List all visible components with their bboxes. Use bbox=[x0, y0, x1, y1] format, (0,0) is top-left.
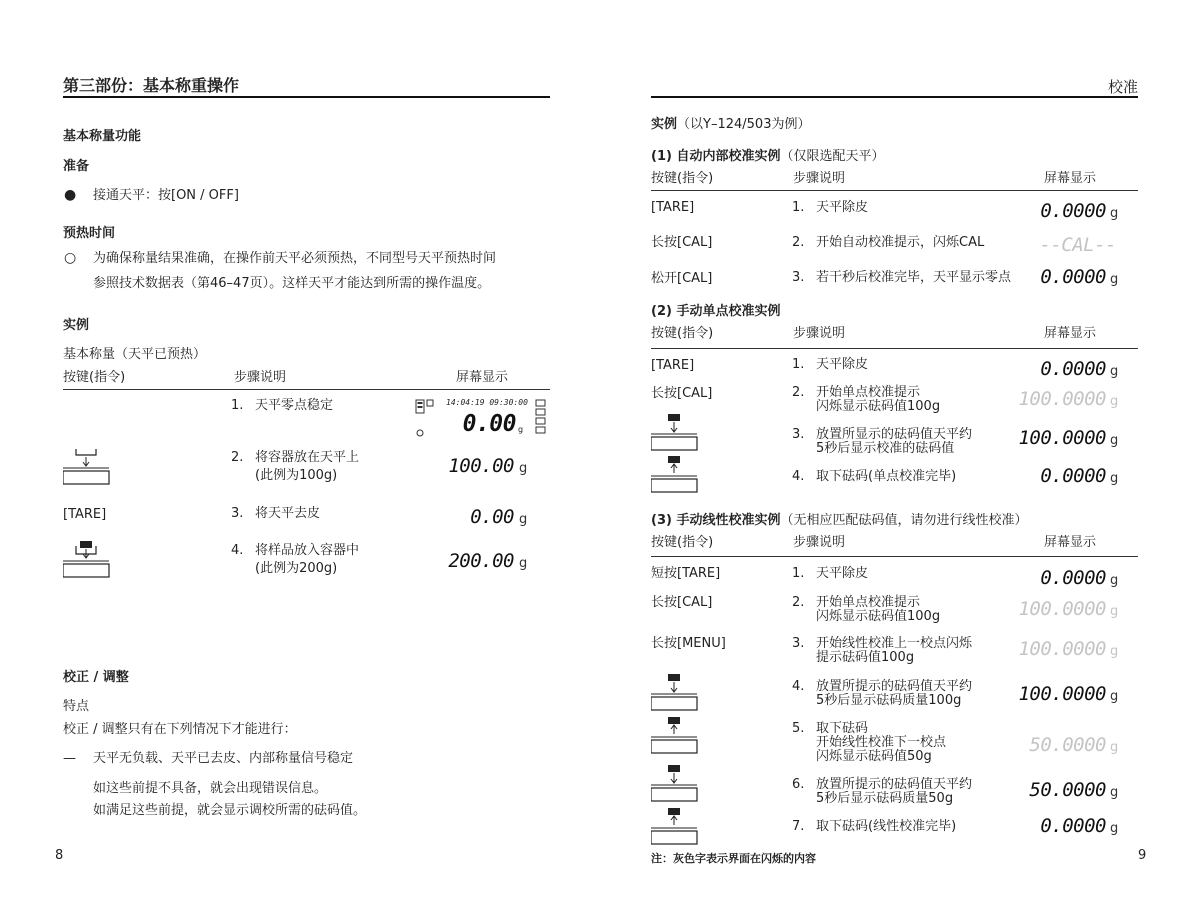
prep-text: 接通天平：按[ON / OFF] bbox=[93, 188, 239, 203]
display-unit: g bbox=[1110, 821, 1119, 836]
step-text: 放置所提示的砝码值天平约 bbox=[816, 777, 973, 792]
step-number: 3. bbox=[231, 506, 244, 521]
right-example-title bbox=[651, 116, 810, 134]
feature-title: 特点 bbox=[63, 699, 90, 714]
step-number: 3. bbox=[792, 636, 805, 651]
col-header-key: 按键(指令) bbox=[651, 326, 714, 341]
col-header-step: 步骤说明 bbox=[793, 326, 846, 341]
col-header-display: 屏幕显示 bbox=[456, 370, 509, 385]
place-weight-icon bbox=[651, 413, 699, 453]
display-value-blinking: 50.0000 bbox=[1029, 734, 1106, 756]
step-text: 取下砝码 bbox=[816, 721, 869, 736]
step-text: 天平除皮 bbox=[816, 566, 869, 581]
display-value: 100.0000 bbox=[1018, 427, 1106, 449]
section-1-note: （仅限选配天平） bbox=[780, 149, 885, 164]
step-number: 6. bbox=[792, 777, 805, 792]
note-line-1: 如这些前提不具备，就会出现错误信息。 bbox=[93, 781, 328, 796]
step-text: 放置所显示的砝码值天平约 bbox=[816, 427, 973, 442]
step-text: 闪烁显示砝码值100g bbox=[816, 399, 941, 414]
section-2-title: (2) 手动单点校准实例 bbox=[651, 304, 781, 319]
step-number: 4. bbox=[231, 543, 244, 558]
display-unit-blinking: g bbox=[1110, 644, 1119, 659]
step-number: 3. bbox=[792, 427, 805, 442]
key-tare: [TARE] bbox=[63, 507, 107, 522]
display-value-blinking: --CAL-- bbox=[1039, 234, 1116, 256]
section-1-heading: (1) 自动内部校准实例 bbox=[651, 149, 781, 164]
sample-in-container-icon bbox=[63, 540, 111, 580]
col-header-display: 屏幕显示 bbox=[1044, 326, 1097, 341]
remove-weight-icon bbox=[651, 807, 699, 847]
step-text: 放置所提示的砝码值天平约 bbox=[816, 679, 973, 694]
key-label: 松开[CAL] bbox=[651, 271, 713, 286]
key-label: 长按[MENU] bbox=[651, 636, 726, 651]
place-weight-icon bbox=[651, 673, 699, 713]
display-value: 0.0000 bbox=[1040, 815, 1106, 837]
step-text: 开始自动校准提示，闪烁CAL bbox=[816, 235, 985, 250]
table-rule bbox=[651, 190, 1138, 191]
display-value: 100.0000 bbox=[1018, 683, 1106, 705]
calibration-title: 校正 / 调整 bbox=[63, 670, 129, 685]
display-unit: g bbox=[1110, 272, 1119, 287]
section-3-heading: (3) 手动线性校准实例 bbox=[651, 513, 781, 528]
display-value: 0.0000 bbox=[1040, 465, 1106, 487]
step-number: 1. bbox=[792, 200, 805, 215]
prep-title: 准备 bbox=[63, 159, 90, 174]
key-label: 短按[TARE] bbox=[651, 566, 721, 581]
example-model: （以Y–124/503为例） bbox=[677, 117, 811, 132]
display-value: 50.0000 bbox=[1029, 779, 1106, 801]
remove-weight-icon bbox=[651, 455, 699, 495]
bullet-icon: ● bbox=[64, 187, 77, 203]
display-value-blinking: 100.0000 bbox=[1018, 598, 1106, 620]
header-rule bbox=[63, 96, 550, 98]
display-value: 200.00 bbox=[448, 550, 514, 572]
step-text: 天平除皮 bbox=[816, 357, 869, 372]
page-number-right: 9 bbox=[1138, 848, 1147, 863]
display-unit-blinking: g bbox=[1110, 740, 1119, 755]
display-value: 0.00 bbox=[470, 506, 514, 528]
display-value: 0.0000 bbox=[1040, 567, 1106, 589]
key-label: 长按[CAL] bbox=[651, 595, 713, 610]
section-3-note: （无相应匹配砝码值，请勿进行线性校准） bbox=[780, 513, 1028, 528]
step-text: 闪烁显示砝码值50g bbox=[816, 749, 932, 764]
col-header-key: 按键(指令) bbox=[651, 171, 714, 186]
step-number: 1. bbox=[792, 566, 805, 581]
step-number: 4. bbox=[792, 679, 805, 694]
step-text: 开始单点校准提示 bbox=[816, 385, 921, 400]
lcd-unit: g bbox=[518, 425, 524, 434]
left-page-header: 第三部份：基本称重操作 bbox=[63, 76, 240, 95]
display-value: 100.00 bbox=[448, 455, 514, 477]
key-label: 长按[CAL] bbox=[651, 235, 713, 250]
step-number: 7. bbox=[792, 819, 805, 834]
col-header-key: 按键(指令) bbox=[63, 370, 126, 385]
step-text: 将样品放入容器中 bbox=[255, 543, 360, 558]
step-number: 2. bbox=[231, 450, 244, 465]
display-unit: g bbox=[1110, 206, 1119, 221]
display-unit: g bbox=[1110, 471, 1119, 486]
display-unit: g bbox=[1110, 433, 1119, 448]
condition-text: 天平无负载、天平已去皮、内部称量信号稳定 bbox=[93, 751, 354, 766]
display-value: 0.0000 bbox=[1040, 266, 1106, 288]
step-text: 闪烁显示砝码值100g bbox=[816, 609, 941, 624]
step-text: 开始单点校准提示 bbox=[816, 595, 921, 610]
step-number: 1. bbox=[231, 398, 244, 413]
footnote: 注：灰色字表示界面在闪烁的内容 bbox=[651, 852, 816, 865]
step-number: 3. bbox=[792, 270, 805, 285]
step-text: 将天平去皮 bbox=[255, 506, 321, 521]
step-number: 2. bbox=[792, 385, 805, 400]
step-number: 5. bbox=[792, 721, 805, 736]
example-subtitle: 基本称量（天平已预热） bbox=[63, 347, 207, 362]
table-rule bbox=[651, 556, 1138, 557]
display-unit: g bbox=[1110, 785, 1119, 800]
step-text: 5秒后显示砝码质量50g bbox=[816, 791, 954, 806]
warmup-title: 预热时间 bbox=[63, 226, 116, 241]
display-unit: g bbox=[519, 512, 528, 527]
step-text: 开始线性校准下一校点 bbox=[816, 735, 947, 750]
warmup-line-1: 为确保称量结果准确，在操作前天平必须预热，不同型号天平预热时间 bbox=[93, 251, 497, 266]
right-page-header: 校准 bbox=[1108, 78, 1139, 96]
place-weight-icon bbox=[651, 764, 699, 804]
step-text: 5秒后显示校准的砝码值 bbox=[816, 441, 955, 456]
step-text: 提示砝码值100g bbox=[816, 650, 915, 665]
step-number: 1. bbox=[792, 357, 805, 372]
display-unit: g bbox=[1110, 573, 1119, 588]
key-label: [TARE] bbox=[651, 200, 695, 215]
display-value-blinking: 100.0000 bbox=[1018, 638, 1106, 660]
step-text: 天平除皮 bbox=[816, 200, 869, 215]
page-number-left: 8 bbox=[55, 848, 64, 863]
container-on-balance-icon bbox=[63, 447, 111, 487]
note-line-2: 如满足这些前提，就会显示调校所需的砝码值。 bbox=[93, 803, 367, 818]
step-number: 2. bbox=[792, 595, 805, 610]
step-text: 将容器放在天平上 bbox=[255, 450, 360, 465]
key-label: [TARE] bbox=[651, 358, 695, 373]
table-rule bbox=[63, 389, 550, 390]
key-label: 长按[CAL] bbox=[651, 386, 713, 401]
col-header-display: 屏幕显示 bbox=[1044, 171, 1097, 186]
table-rule bbox=[651, 348, 1138, 349]
display-unit: g bbox=[1110, 364, 1119, 379]
dash-icon: — bbox=[63, 751, 76, 766]
step-number: 2. bbox=[792, 235, 805, 250]
hollow-bullet-icon: ○ bbox=[64, 250, 77, 266]
remove-weight-icon bbox=[651, 716, 699, 756]
header-rule bbox=[651, 96, 1138, 98]
step-text: 若干秒后校准完毕，天平显示零点 bbox=[816, 270, 1012, 285]
display-unit: g bbox=[519, 461, 528, 476]
display-value: 0.0000 bbox=[1040, 200, 1106, 222]
display-unit-blinking: g bbox=[1110, 394, 1119, 409]
display-unit: g bbox=[1110, 689, 1119, 704]
step-number: 4. bbox=[792, 469, 805, 484]
warmup-line-2: 参照技术数据表（第46–47页）。这样天平才能达到所需的操作温度。 bbox=[93, 276, 491, 291]
step-text: 天平零点稳定 bbox=[255, 398, 334, 413]
col-header-step: 步骤说明 bbox=[793, 535, 846, 550]
example-title: 实例 bbox=[63, 318, 90, 333]
step-text: 5秒后显示砝码质量100g bbox=[816, 693, 962, 708]
basic-weighing-title: 基本称量功能 bbox=[63, 129, 142, 144]
example-label: 实例 bbox=[651, 117, 678, 132]
step-text: 取下砝码(线性校准完毕) bbox=[816, 819, 957, 834]
lcd-time-readout: 14:04:19 09:30:00 bbox=[446, 398, 528, 407]
feature-text: 校正 / 调整只有在下列情况下才能进行： bbox=[63, 722, 297, 737]
step-text: (此例为200g) bbox=[255, 561, 338, 576]
section-3-title bbox=[651, 512, 1027, 530]
display-unit: g bbox=[519, 556, 528, 571]
col-header-step: 步骤说明 bbox=[793, 171, 846, 186]
step-text: 取下砝码(单点校准完毕) bbox=[816, 469, 957, 484]
section-1-title bbox=[651, 148, 884, 166]
col-header-key: 按键(指令) bbox=[651, 535, 714, 550]
display-value-blinking: 100.0000 bbox=[1018, 388, 1106, 410]
col-header-step: 步骤说明 bbox=[234, 370, 287, 385]
display-value: 0.0000 bbox=[1040, 358, 1106, 380]
display-unit-blinking: g bbox=[1110, 604, 1119, 619]
lcd-display-value: 0.00 bbox=[462, 411, 516, 437]
step-text: 开始线性校准上一校点闪烁 bbox=[816, 636, 973, 651]
col-header-display: 屏幕显示 bbox=[1044, 535, 1097, 550]
step-text: (此例为100g) bbox=[255, 468, 338, 483]
